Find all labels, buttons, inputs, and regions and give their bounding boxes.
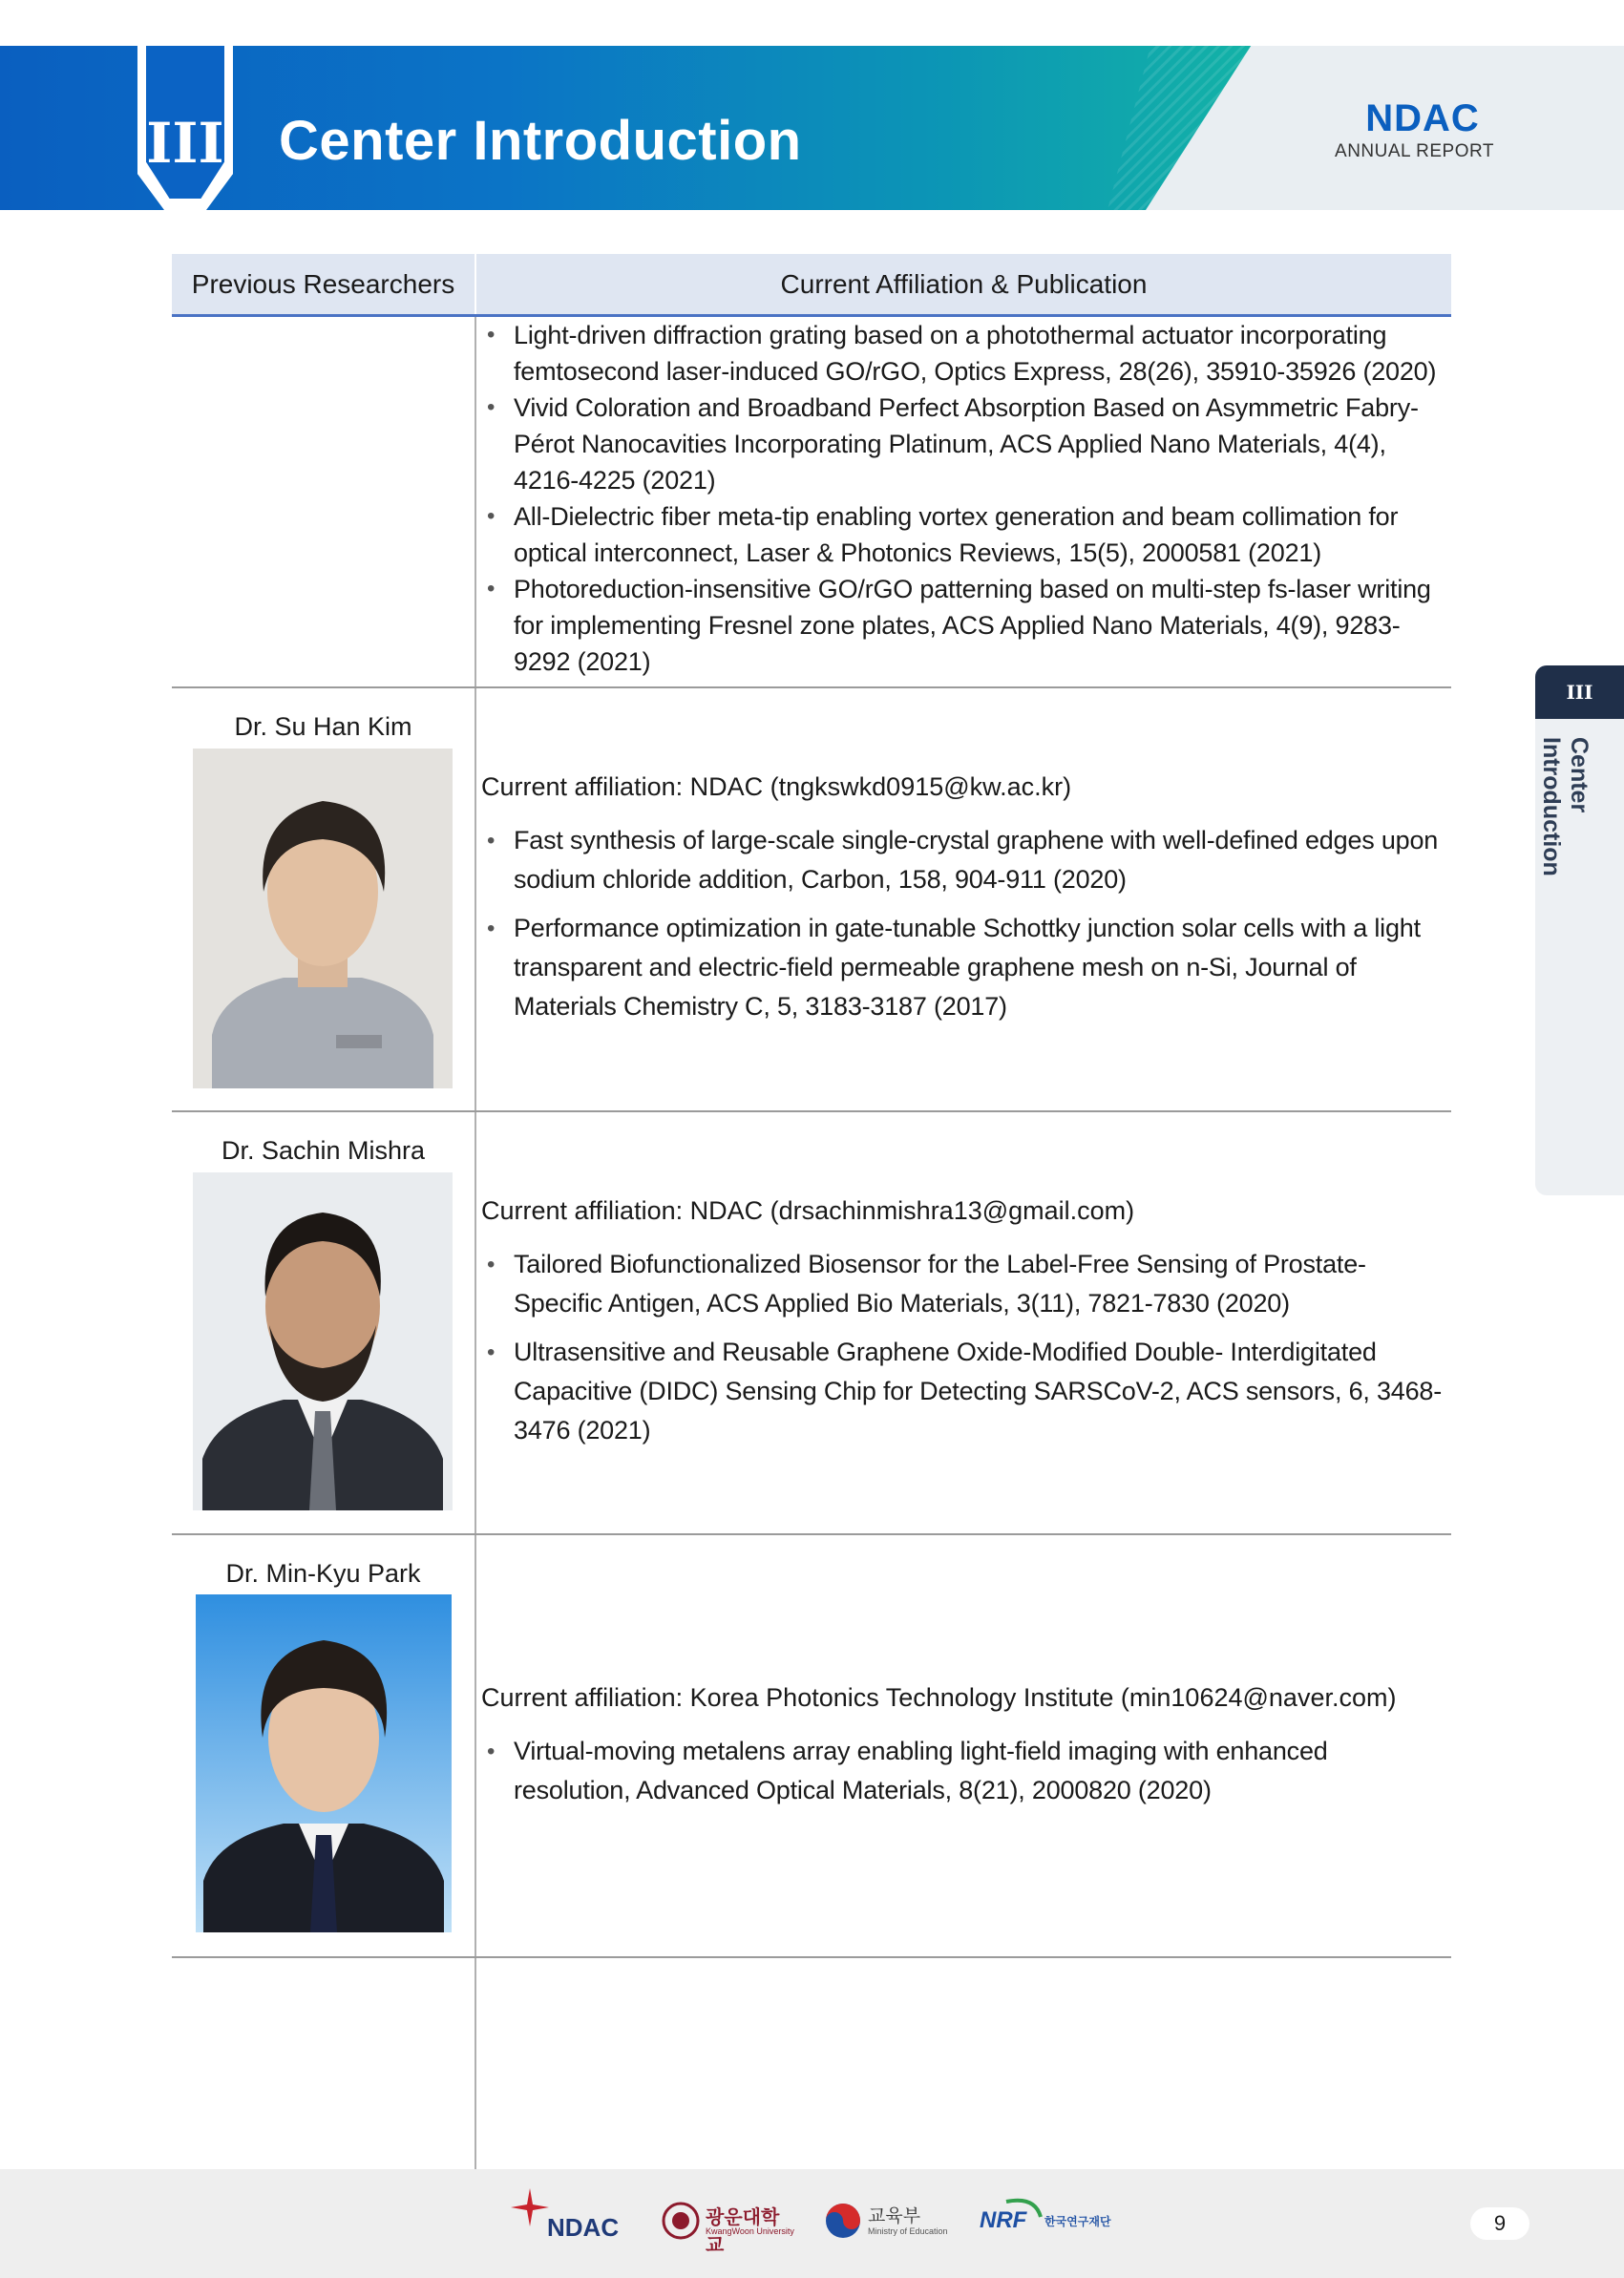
annual-report-label: ANNUAL REPORT	[1335, 141, 1494, 161]
kwangwoon-emblem-icon	[662, 2202, 700, 2240]
publication-item: • Photoreduction-insensitive GO/rGO patterning based on multi-step fs-laser writing for implementing Fresnel zone plates, ACS Applied Nano Materials, 4(9), 9283-9292 (2021)	[481, 571, 1447, 680]
portrait-sachin-mishra	[193, 1172, 453, 1510]
publication-item: • Vivid Coloration and Broadband Perfect Absorption Based on Asymmetric Fabry-Pérot Nanocavities Incorporating Platinum, ACS Applied Nano Materials, 4(4), 4216-4225 (2021)	[481, 390, 1447, 498]
researcher-photo	[193, 749, 453, 1088]
publication-item: • Performance optimization in gate-tunable Schottky junction solar cells with a light transparent and electric-field permeable graphene mesh on n-Si, Journal of Materials Chemistry C, 5, 3183-3187 (2017)	[481, 909, 1447, 1026]
publication-item: • Light-driven diffraction grating based on a photothermal actuator incorporating femtosecond laser-induced GO/rGO, Optics Express, 28(26), 35910-35926 (2020)	[481, 317, 1447, 390]
current-affiliation	[481, 768, 1445, 806]
kwangwoon-korean: 광운대학교	[706, 2205, 780, 2256]
current-affiliation	[481, 1678, 1445, 1717]
affiliation-org: NDAC	[689, 772, 764, 801]
portrait-min-kyu-park	[196, 1594, 452, 1932]
side-tab-numeral: III	[1535, 665, 1624, 719]
researcher-name: Dr. Sachin Mishra	[221, 1136, 426, 1165]
portrait-su-han-kim	[193, 749, 453, 1088]
kwangwoon-english: KwangWoon University	[706, 2226, 794, 2236]
moe-korean: 교육부	[868, 2205, 921, 2226]
affiliation-email: (drsachinmishra13@gmail.com)	[763, 1196, 1135, 1225]
page-number: 9	[1470, 2207, 1529, 2240]
kwangwoon-logo	[662, 2188, 795, 2255]
row-divider	[172, 1533, 1451, 1535]
column-header-affiliation: Current Affiliation & Publication	[780, 269, 1148, 299]
continued-publication-list	[481, 317, 1447, 680]
affiliation-label: Current affiliation:	[481, 1196, 690, 1225]
publication-item: • Ultrasensitive and Reusable Graphene Oxide-Modified Double- Interdigitated Capacitive (DIDC) Sensing Chip for Detecting SARSCoV-2, ACS sensors, 6, 3468-3476 (2021)	[481, 1333, 1447, 1450]
researcher-photo	[196, 1594, 452, 1932]
affiliation-email: (min10624@naver.com)	[1113, 1683, 1397, 1712]
nrf-logo	[978, 2188, 1121, 2255]
taegeuk-icon	[824, 2202, 862, 2240]
publication-list	[481, 821, 1447, 1036]
nrf-text: NRF	[980, 2207, 1027, 2233]
affiliation-label: Current affiliation:	[481, 1683, 690, 1712]
publication-item: • Tailored Biofunctionalized Biosensor for the Label-Free Sensing of Prostate-Specific Antigen, ACS Applied Bio Materials, 3(11), 7821-7830 (2020)	[481, 1245, 1447, 1323]
researcher-name: Dr. Min-Kyu Park	[225, 1559, 421, 1588]
publication-list	[481, 1245, 1447, 1460]
affiliation-email: (tngkswkd0915@kw.ac.kr)	[763, 772, 1072, 801]
ndac-footer-text: NDAC	[547, 2213, 620, 2242]
moe-logo	[824, 2188, 948, 2255]
publication-item: • All-Dielectric fiber meta-tip enabling vortex generation and beam collimation for optical interconnect, Laser & Photonics Reviews, 15(5), 2000581 (2021)	[481, 498, 1447, 571]
ndac-footer-logo	[511, 2188, 625, 2255]
current-affiliation	[481, 1192, 1445, 1230]
column-divider	[475, 317, 476, 2209]
header-banner	[0, 46, 1624, 210]
publication-item: • Fast synthesis of large-scale single-crystal graphene with well-defined edges upon sodium chloride addition, Carbon, 158, 904-911 (2020)	[481, 821, 1447, 899]
column-header-researchers: Previous Researchers	[191, 269, 455, 299]
researcher-photo	[193, 1172, 453, 1510]
table-header	[172, 254, 1451, 317]
page-title: Center Introduction	[279, 110, 802, 172]
researcher-name: Dr. Su Han Kim	[234, 712, 412, 741]
affiliation-org: NDAC	[689, 1196, 764, 1225]
section-numeral: III	[146, 111, 224, 176]
publication-list	[481, 1732, 1447, 1820]
nrf-korean: 한국연구재단	[1044, 2215, 1111, 2228]
ndac-star-icon	[511, 2188, 549, 2226]
moe-english: Ministry of Education	[868, 2226, 948, 2236]
affiliation-org: Korea Photonics Technology Institute	[689, 1683, 1114, 1712]
row-divider	[172, 1110, 1451, 1112]
affiliation-label: Current affiliation:	[481, 772, 690, 801]
publication-item: • Virtual-moving metalens array enabling light-field imaging with enhanced resolution, Advanced Optical Materials, 8(21), 2000820 (2020)	[481, 1732, 1447, 1810]
ndac-logo: NDAC	[1365, 97, 1480, 139]
row-divider	[172, 1956, 1451, 1958]
footer	[0, 2169, 1624, 2278]
row-divider	[172, 686, 1451, 688]
side-tab-label: Center Introduction	[1538, 737, 1592, 876]
